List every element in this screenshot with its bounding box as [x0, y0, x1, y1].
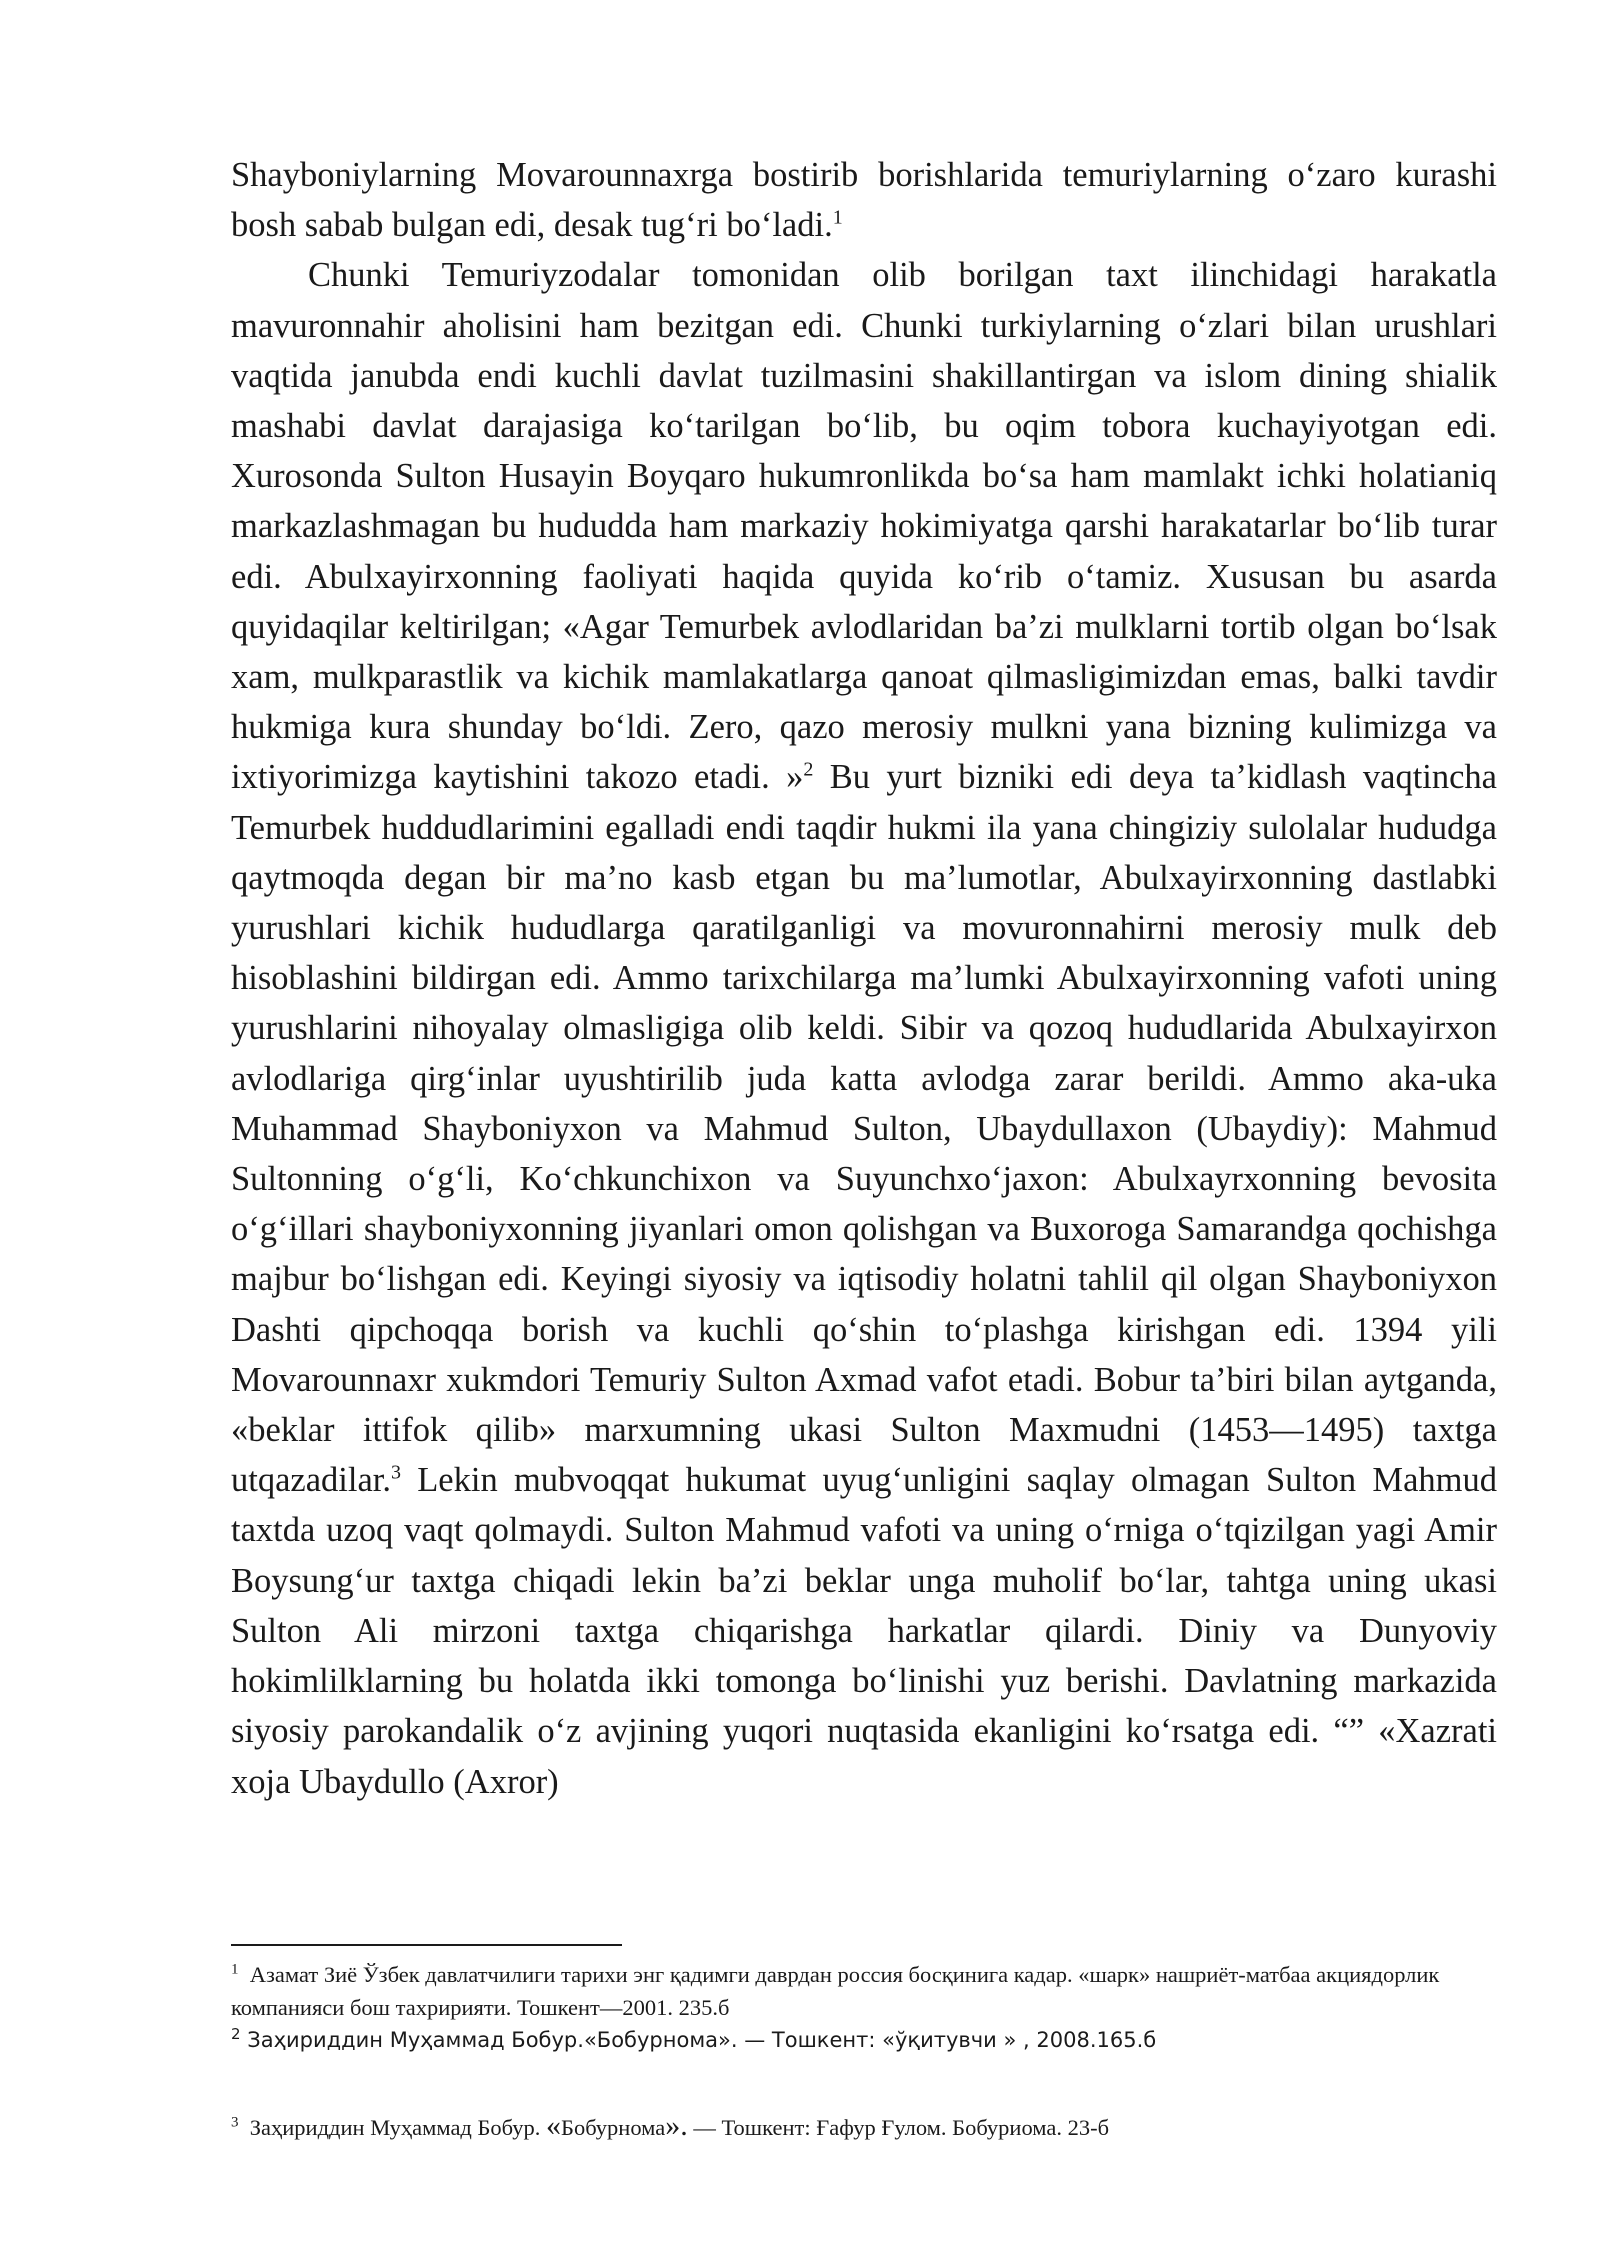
- footnote-3-text-a: Заҳириддин Муҳаммад Бобур.: [249, 2115, 547, 2140]
- footnote-3: [231, 2109, 1497, 2144]
- footnote-ref-1[interactable]: 1: [832, 206, 843, 229]
- footnote-separator: [231, 1944, 622, 1946]
- paragraph-1: [231, 150, 1497, 250]
- footnote-3-title: Бобурнома: [561, 2115, 666, 2140]
- footnote-2-text: Заҳириддин Муҳаммад Бобур.«Бобурнома». — Тошкент: «ўқитувчи » , 2008.165.б: [247, 2028, 1157, 2052]
- footnote-2-number: 2: [231, 2025, 241, 2043]
- paragraph-2: [231, 250, 1497, 1806]
- footnote-1-number: 1: [231, 1961, 239, 1978]
- paragraph-2-text-b: Bu yurt bizniki edi deya ta’kidlash vaqtincha Temurbek huddudlarimini egalladi endi taqdir hukmi ila yana chingiziy sulolalar hududga qaytmoqda degan bir ma’no kasb etgan bu ma’lumotlar, Abulxayirxonning dastlabki yurushlari kichik hududlarga qaratilganligi va movuronnahirni merosiy mulk deb hisoblashini bildirgan edi. Ammo tarixchilarga ma’lumki Abulxayirxonning vafoti uning yurushlarini nihoyalay olmasligiga olib keldi. Sibir va qozoq hududlarida Abulxayirxon avlodlariga qirg‘inlar uyushtirilib juda katta avlodga zarar berildi. Ammo aka-uka Muhammad Shayboniyxon va Mahmud Sulton, Ubaydullaxon (Ubaydiy): Mahmud Sultonning o‘g‘li, Ko‘chkunchixon va Suyunchxo‘jaxon: Abulxayrxonning bevosita o‘g‘illari shayboniyxonning jiyanlari omon qolishgan va Buxoroga Samarandga qochishga majbur bo‘lishgan edi. Keyingi siyosiy va iqtisodiy holatni tahlil qil olgan Shayboniyxon Dashti qipchoqqa borish va kuchli qo‘shin to‘plashga kirishgan edi. 1394 yili Movarounnaxr xukmdori Temuriy Sulton Axmad vafot etadi. Bobur ta’biri bilan aytganda, «beklar ittifok qilib» marxumning ukasi Sulton Maxmudni (1453—1495) taxtga utqazadilar.: [231, 758, 1497, 1500]
- paragraph-1-text: Shayboniylarning Movarounnaxrga bostirib borishlarida temuriylarning o‘zaro kurashi bosh sabab bulgan edi, desak tug‘ri bo‘ladi.: [231, 156, 1497, 245]
- paragraph-2-text-a: Chunki Temuriyzodalar tomonidan olib borilgan taxt ilinchidagi harakatla mavuronnahir aholisini ham bezitgan edi. Chunki turkiylarning o‘zlari bilan urushlari vaqtida janubda endi kuchli davlat tuzilmasini shakillantirgan va islom dining shialik mashabi davlat darajasiga ko‘tarilgan bo‘lib, bu oqim tobora kuchayiyotgan edi. Xurosonda Sulton Husayin Boyqaro hukumronlikda bo‘sa ham mamlakt ichki holatianiq markazlashmagan bu hududda ham markaziy hokimiyatga qarshi harakatarlar bo‘lib turar edi. Abulxayirxonning faoliyati haqida quyida ko‘rib o‘tamiz. Xususan bu asarda quyidaqilar keltirilgan; «Agar Temurbek avlodlaridan ba’zi mulklarni tortib olgan bo‘lsak xam, mulkparastlik va kichik mamlakatlarga qanoat qilmasligimizdan emas, balki tavdir hukmiga kura shunday bo‘ldi. Zero, qazo merosiy mulkni yana bizning kulimizga va ixtiyorimizga kaytishini takozo etadi. »: [231, 256, 1497, 797]
- footnote-1: [231, 1958, 1497, 2024]
- footnote-ref-2[interactable]: 2: [803, 758, 814, 781]
- footnote-2: [231, 2024, 1497, 2057]
- footnote-3-quote-close: ».: [665, 2109, 688, 2142]
- footnotes: [231, 1958, 1497, 2144]
- paragraph-2-text-c: Lekin mubvoqqat hukumat uyug‘unligini saqlay olmagan Sulton Mahmud taxtda uzoq vaqt qolmaydi. Sulton Mahmud vafoti va uning o‘rniga o‘tqizilgan yagi Amir Boysung‘ur taxtga chiqadi lekin ba’zi beklar unga muholif bo‘lar, tahtga uning ukasi Sulton Ali mirzoni taxtga chiqarishga harkatlar qilardi. Diniy va Dunyoviy hokimlilklarning bu holatda ikki tomonga bo‘linishi yuz berishi. Davlatning markazida siyosiy parokandalik o‘z avjining yuqori nuqtasida ekanligini ko‘rsatga edi. “” «Xazrati xoja Ubaydullo (Axror): [231, 1461, 1497, 1801]
- document-body: [231, 150, 1497, 1807]
- footnote-ref-3[interactable]: 3: [390, 1461, 401, 1484]
- footnote-3-text-b: — Тошкент: Ғафур Ғулом. Бобуриома. 23-б: [687, 2115, 1110, 2140]
- footnote-3-quote-open: «: [546, 2109, 562, 2142]
- footnote-1-text: Азамат Зиё Ўзбек давлатчилиги тарихи энг қадимги даврдан россия босқинига кадар. «шарк» нашриёт-матбаа акциядорлик компанияси бош тахририяти. Тошкент—2001. 235.б: [231, 1962, 1440, 2020]
- footnote-3-number: 3: [231, 2114, 239, 2131]
